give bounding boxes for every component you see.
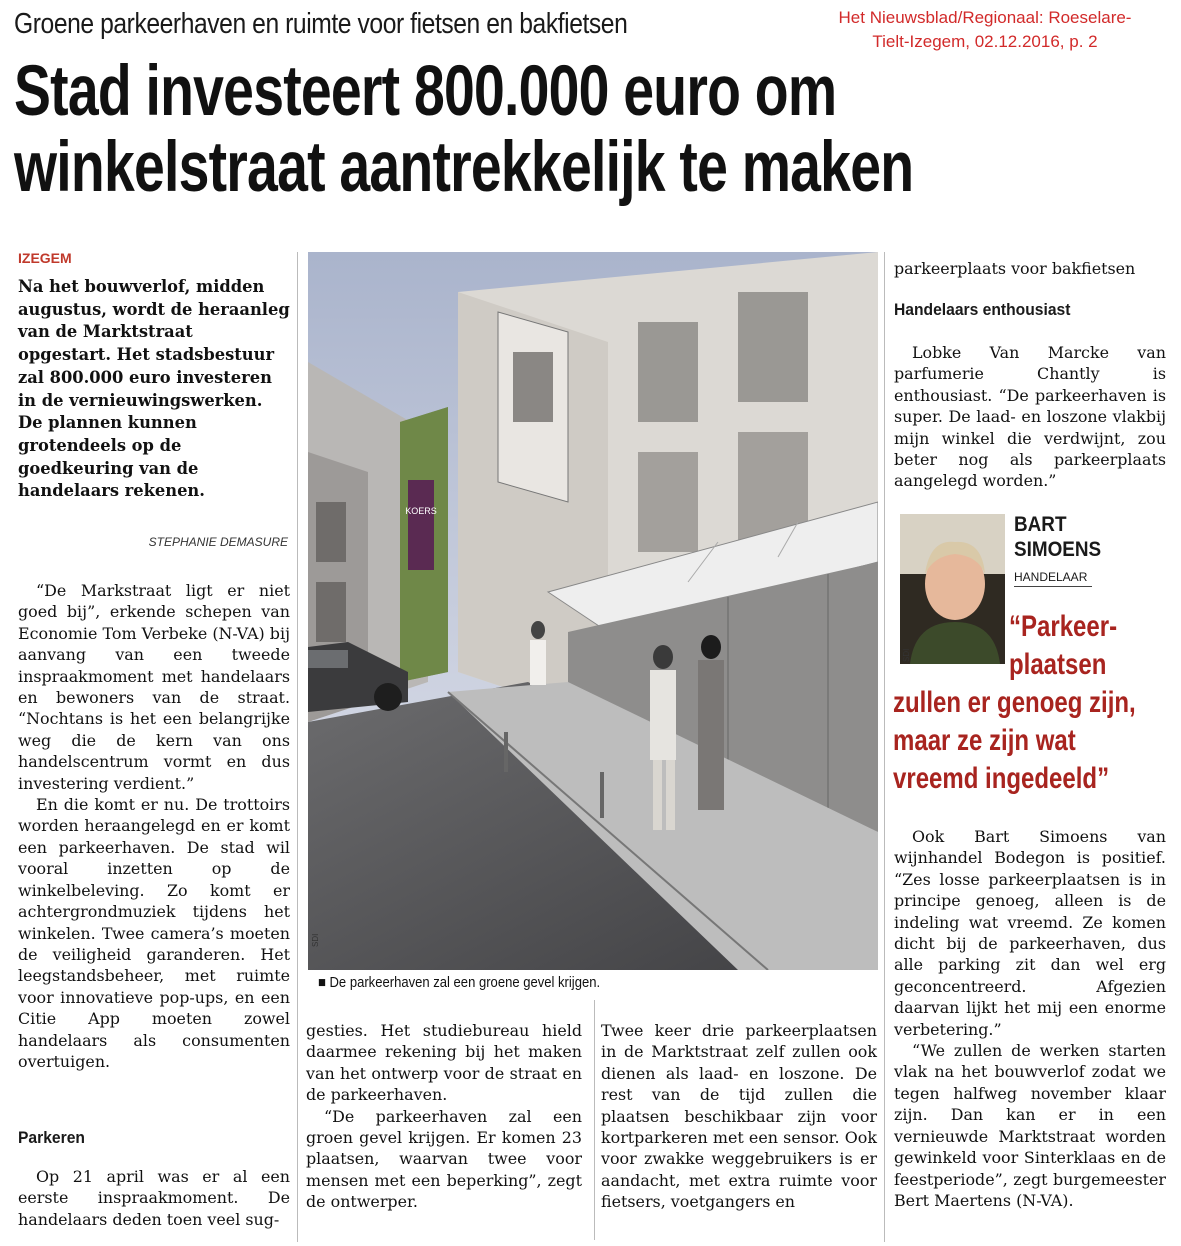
- headline-line-2: winkelstraat aantrekkelijk te maken: [14, 128, 914, 207]
- pull-quote: [893, 608, 1136, 798]
- col4-paragraph-3: “We zullen de werken starten vlak na het bouwverlof zodat we tegen halfweg november klaar zijn. Dan kan er in een vernieuwde Marktstraat worden gewinkeld voor Sinterklaas en de feestperiode”, zegt burgemeester Bert Maertens (N-VA).: [894, 1041, 1166, 1210]
- column-3: [601, 1020, 877, 1213]
- column-rule-2: [594, 1000, 595, 1240]
- col2-paragraph-2: “De parkeerhaven zal een groen gevel krijgen. Er komen 23 plaatsen, waarvan twee voor mensen met een beperking”, zegt de ontwerper.: [306, 1106, 582, 1212]
- profile-name-line-1: BART: [1014, 513, 1067, 536]
- portrait-credit: SDI: [902, 648, 911, 662]
- profile-name: [1014, 512, 1101, 562]
- col1-paragraph-1: “De Markstraat ligt er niet goed bij”, erkende schepen van Economie Tom Verbeke (N-VA) bij aanvang van een tweede inspraakmoment met handelaars en bewoners van de straat. “Nochtans is het een belangrijke weg die de kern van ons handelscentrum vormt en dus investering verdient.”: [18, 581, 290, 793]
- source-note: [800, 6, 1170, 54]
- pull-quote-line-3: zullen er genoeg zijn,: [893, 686, 1136, 719]
- col3-paragraph-1: Twee keer drie parkeerplaatsen in de Marktstraat zelf zullen ook dienen als laad- en loszone. De rest van de tijd zullen die plaatsen beschikbaar zijn voor kortparkeren met een sensor. Ook voor zwakke weggebruikers is er aandacht, met extra ruimte voor fietsers, voetgangers en: [601, 1021, 877, 1212]
- street-illustration: [308, 252, 878, 970]
- photo-credit: SDI: [311, 933, 320, 947]
- column-1: [18, 580, 290, 1072]
- pull-quote-line-5: vreemd ingedeeld”: [893, 762, 1110, 795]
- section-label: IZEGEM: [18, 250, 72, 266]
- photo-caption: ■ De parkeerhaven zal een groene gevel krijgen.: [318, 975, 601, 991]
- column-1-continued: [18, 1166, 290, 1230]
- lead-paragraph: Na het bouwverlof, midden augustus, wordt de heraanleg van de Marktstraat opgestart. Het stadsbestuur zal 800.000 euro investeren in de vernieuwingswerken. De plannen kunnen grotendeels op de goedkeuring van de handelaars rekenen.: [18, 277, 290, 501]
- profile-role: HANDELAAR: [1014, 570, 1088, 584]
- column-2: [306, 1020, 582, 1213]
- col4-top-line: parkeerplaats voor bakfietsen: [894, 259, 1136, 278]
- col4-paragraph-1: Lobke Van Marcke van parfumerie Chantly is enthousiast. “De parkeerhaven is super. De laad- en loszone vlakbij mijn winkel die verdwijnt, zou beter nog als parkeerplaats aangelegd worden.”: [894, 343, 1166, 491]
- pull-quote-line-2: plaatsen: [1009, 648, 1107, 681]
- pull-quote-line-4: maar ze zijn wat: [893, 724, 1076, 757]
- subhead-parkeren: Parkeren: [18, 1128, 85, 1147]
- pull-quote-line-1: “Parkeer-: [1009, 610, 1118, 643]
- col4-block-1: [894, 342, 1166, 492]
- col1-paragraph-3: Op 21 april was er al een eerste inspraakmoment. De handelaars deden toen veel sug-: [18, 1167, 290, 1229]
- street-photo: [308, 252, 878, 970]
- byline: STEPHANIE DEMASURE: [148, 535, 288, 549]
- column-rule-3: [884, 252, 885, 1242]
- store-sign: KOERS: [405, 506, 437, 516]
- kicker: Groene parkeerhaven en ruimte voor fietsen en bakfietsen: [14, 8, 628, 40]
- column-rule-1: [297, 252, 298, 1242]
- source-note-line-1: Het Nieuwsblad/Regionaal: Roeselare-: [838, 8, 1132, 27]
- profile-rule: [1014, 586, 1092, 587]
- headline: [14, 54, 913, 206]
- subhead-handelaars: Handelaars enthousiast: [894, 300, 1071, 319]
- col4-paragraph-2: Ook Bart Simoens van wijnhandel Bodegon is positief. “Zes losse parkeerplaatsen is in principe genoeg, alleen is de indeling wat vreemd. Ze komen dicht bij de parkeerhaven, dus alle parking zit dan wel erg geconcentreerd. Afgezien daarvan lijkt het mij een enorme verbetering.”: [894, 827, 1166, 1039]
- source-note-line-2: Tielt-Izegem, 02.12.2016, p. 2: [872, 32, 1098, 51]
- col4-block-2: [894, 826, 1166, 1211]
- headline-line-1: Stad investeert 800.000 euro om: [14, 52, 837, 131]
- col1-paragraph-2: En die komt er nu. De trottoirs worden heraangelegd en er komt een parkeerhaven. De stad wil vooral inzetten op de winkelbeleving. Zo komt er achtergrondmuziek tijdens het winkelen. Twee camera’s moeten de veiligheid garanderen. Het leegstandsbeheer, met ruimte voor innovatieve pop-ups, en een Citie App moeten zowel handelaars als consumenten overtuigen.: [18, 795, 290, 1071]
- col2-paragraph-1: gesties. Het studiebureau hield daarmee rekening bij het maken van het ontwerp voor de straat en de parkeerhaven.: [306, 1021, 582, 1105]
- profile-name-line-2: SIMOENS: [1014, 538, 1102, 561]
